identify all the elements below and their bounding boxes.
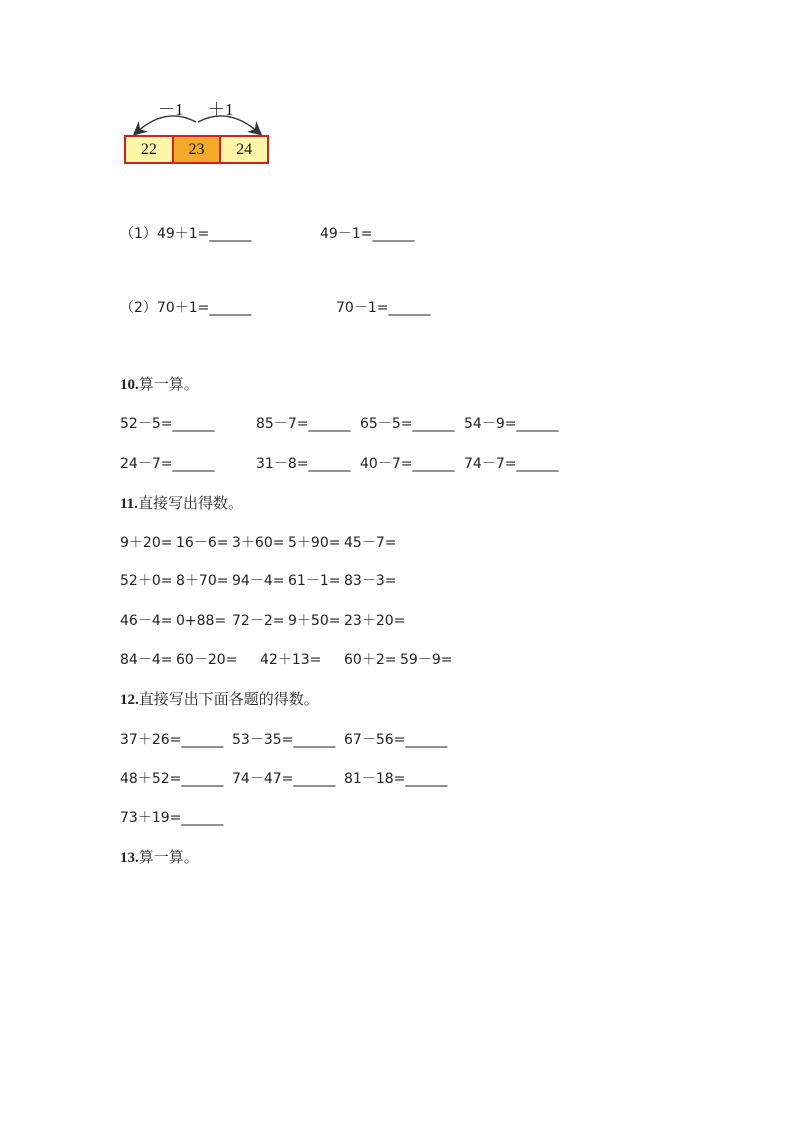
q10-row2-item3: 40－7=______	[360, 456, 455, 472]
q11-row1-item2: 16－6=	[176, 535, 229, 551]
q13-title: 算一算。	[138, 848, 199, 866]
q10-row1-item1: 52－5=______	[120, 416, 215, 432]
q12-row1-item2: 53－35=______	[232, 732, 336, 748]
q10-row1-item4: 54－9=______	[464, 416, 559, 432]
q9-row2-item1: （2）70＋1=______	[120, 300, 252, 316]
q11-row1-item4: 5＋90=	[288, 535, 341, 551]
q11-heading	[120, 494, 243, 513]
number-neighbor-diagram	[118, 92, 278, 172]
q12-heading	[120, 690, 319, 709]
q11-title: 直接写出得数。	[137, 494, 243, 512]
q11-row4-item3: 42＋13=	[260, 652, 322, 668]
q11-row1-item1: 9＋20=	[120, 535, 173, 551]
q9-row1-item2: 49－1=______	[320, 226, 415, 242]
q12-row1-item1: 37＋26=______	[120, 732, 224, 748]
q11-number: 11.	[120, 496, 138, 512]
plus-one-label: ＋1	[208, 100, 234, 119]
q13-number: 13.	[120, 850, 139, 866]
q12-row1-item3: 67－56=______	[344, 732, 448, 748]
q11-row3-item4: 9＋50=	[288, 613, 341, 629]
q13-heading	[120, 848, 199, 867]
q10-title: 算一算。	[138, 375, 199, 393]
minus-one-label: －1	[158, 100, 184, 119]
q12-title: 直接写出下面各题的得数。	[138, 690, 319, 708]
q11-row4-item4: 60＋2=	[344, 652, 397, 668]
q11-row2-item2: 8＋70=	[176, 573, 229, 589]
q12-row2-item1: 48＋52=______	[120, 771, 224, 787]
cell-left: 22	[126, 137, 172, 162]
q11-row2-item4: 61－1=	[288, 573, 341, 589]
q11-row3-item3: 72－2=	[232, 613, 285, 629]
q11-row3-item5: 23＋20=	[344, 613, 406, 629]
q10-number: 10.	[120, 377, 139, 393]
q12-number: 12.	[120, 692, 139, 708]
q12-row3-item1: 73＋19=______	[120, 810, 224, 826]
q11-row4-item1: 84－4=	[120, 652, 173, 668]
cell-right: 24	[219, 137, 267, 162]
q11-row1-item5: 45－7=	[344, 535, 397, 551]
q11-row2-item5: 83－3=	[344, 573, 397, 589]
q11-row3-item1: 46－4=	[120, 613, 173, 629]
q11-row1-item3: 3＋60=	[232, 535, 285, 551]
q10-row2-item4: 74－7=______	[464, 456, 559, 472]
q11-row3-item2: 0+88=	[176, 613, 227, 629]
q10-heading	[120, 375, 199, 394]
q10-row2-item1: 24－7=______	[120, 456, 215, 472]
q11-row2-item1: 52＋0=	[120, 573, 173, 589]
q11-row2-item3: 94－4=	[232, 573, 285, 589]
number-cells	[124, 135, 269, 164]
q10-row1-item3: 65－5=______	[360, 416, 455, 432]
q9-row2-item2: 70－1=______	[336, 300, 431, 316]
q9-row1-item1: （1）49＋1=______	[120, 226, 252, 242]
q10-row2-item2: 31－8=______	[256, 456, 351, 472]
q10-row1-item2: 85－7=______	[256, 416, 351, 432]
q11-row4-item2: 60－20=	[176, 652, 238, 668]
q12-row2-item2: 74－47=______	[232, 771, 336, 787]
q11-row4-item5: 59－9=	[400, 652, 453, 668]
q12-row2-item3: 81－18=______	[344, 771, 448, 787]
cell-middle: 23	[172, 137, 220, 162]
